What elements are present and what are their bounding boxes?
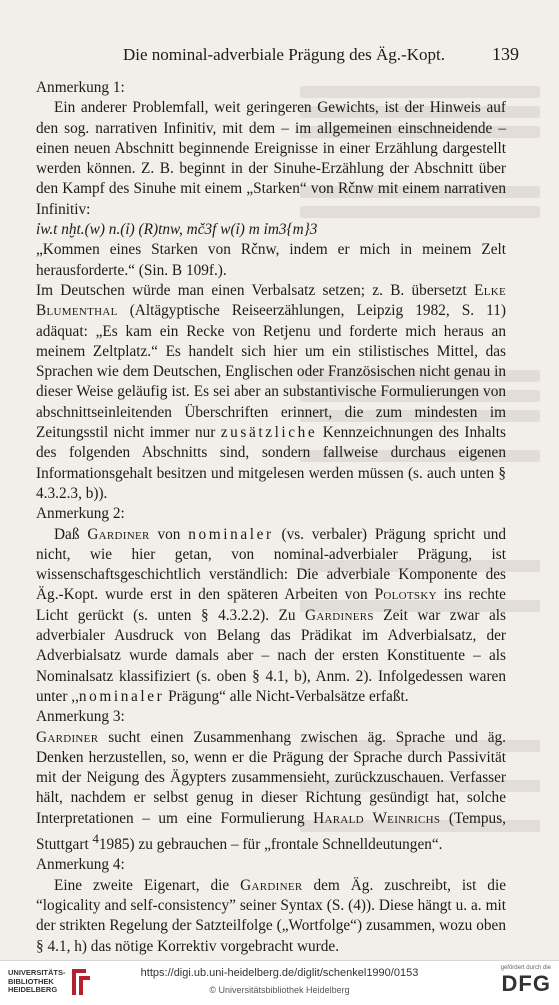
note-heading: Anmerkung 3: [36, 708, 125, 726]
transliteration: ỉw.t nḫt.(w) n.(ỉ) (R)tnw, mč3f w(ỉ) m ỉm3{m}3 [36, 221, 318, 239]
note-heading: Anmerkung 4: [36, 856, 125, 874]
author-name: Gardiner [36, 728, 99, 746]
paragraph: Daß Gardiner von nominaler (vs. verbaler) Prägung spricht und nicht, wie hier getan, von nominal-adverbialer Prägung, ist wissenschaftsgeschichtlich verständlich: Die adverbiale Komponente des Äg.-Kopt. wurde erst in den späteren Arbeiten von Polotsky ins rechte Licht gerückt (s. unten § 4.3.2.2). Zu Gardiners Zeit war zwar als adverbialer Ausdruck von Belang das Prädikat im Adverbialsatz, der Adverbialsatz wurde damals aber – nach der ersten Konstituente – als Nominalsatz klassifiziert (s. oben § 4.1, b), Anm. 2). Infolgedessen waren unter ,,nominaler Prägung“ alle Nicht-Verbalsätze erfaßt. [36, 525, 507, 705]
running-header [36, 44, 519, 66]
body-text [36, 78, 506, 957]
paragraph: „Kommen eines Starken von Rčnw, indem er mich in meinem Zelt herausforderte.“ (Sin. B 109f.). [36, 241, 506, 279]
permalink[interactable]: https://digi.ub.uni-heidelberg.de/diglit/schenkel1990/0153 [140, 967, 419, 979]
paragraph: Ein anderer Problemfall, weit geringeren Gewichts, ist der Hinweis auf den sog. narrativen Infinitiv, mit dem – im allgemeinen einschneidende – einen neuen Abschnitt beginnende Ereignisse in einer Erzählung dargestellt werden können. Z. B. beginnt in der Sinuhe-Erzählung der Abschnitt über den Kampf des Sinuhe mit einem „Starken“ von Rčnw mit einem narrativen Infinitiv: [36, 99, 506, 218]
paragraph: Im Deutschen würde man einen Verbalsatz setzen; z. B. übersetzt Elke Blumenthal (Altägyptische Reiseerzählungen, Leipzig 1982, S. 11) adäquat: „Es kam ein Recke von Retjenu und forderte mich heraus an meinem Zeltplatz.“ Es handelt sich hier um ein stilistisches Mittel, das Sprachen wie dem Deutschen, Englischen oder Französischen nicht genau in dieser Weise geläufig ist. Es sei aber an substantivische Formulierungen von abschnittseinleitenden Überschriften erinnert, die zum mindesten im Zeitungsstil nicht immer nur zusätzliche Kennzeichnungen des Inhalts des folgenden Abschnitts sind, sondern fallweise durchaus eigenen Informationsgehalt besitzen und mitgelesen werden müssen (s. auch unten § 4.3.2.3, b)). [36, 281, 506, 502]
emphasis: nominaler [188, 525, 274, 543]
emphasis: zusätzliche [220, 424, 318, 442]
author-name: Gardiner [240, 876, 303, 894]
author-name: Gardiners [305, 606, 374, 624]
paragraph: Gardiner sucht einen Zusammenhang zwischen äg. Sprache und äg. Denken herzustellen, so, wenn er die Prägung der Sprache durch Passivität mit der Neigung des Ägypters zusammensieht, zurückzuschauen. Verfasser hält, nachdem er selbst genug in dieser Richtung gesündigt hat, solche Interpretationen – um eine Formulierung Harald Weinrichs (Tempus, Stuttgart $^4$1985) zu gebrauchen – für „frontale Schnelldeutungen“. [36, 728, 506, 854]
author-name: Elke Blumenthal [36, 281, 506, 320]
note-heading: Anmerkung 1: [36, 79, 125, 96]
emphasis: nominaler [78, 687, 165, 705]
author-name: Gardiner [87, 525, 150, 543]
dfg-logo[interactable]: gefördert durch die DFG [500, 965, 551, 996]
running-title: Die nominal-adverbiale Prägung des Äg.-Kopt. [123, 45, 445, 64]
copyright-notice: © Universitätsbibliothek Heidelberg [209, 985, 350, 995]
note-heading: Anmerkung 2: [36, 505, 125, 523]
university-library-logo[interactable]: UNIVERSITÄTS- BIBLIOTHEK HEIDELBERG [8, 969, 90, 995]
page-number: 139 [492, 44, 519, 64]
paragraph: Eine zweite Eigenart, die Gardiner dem Äg. zuschreibt, ist die “logicality and self-consistency” seiner Syntax (S. (4)). Diese hängt u. a. mit der strikten Regelung der Satzteilfolge („Wortfolge“) zusammen, wozu oben § 4.1, h) das nötige Korrektiv vorgebracht wurde. [36, 876, 506, 955]
viewer-footer [0, 960, 559, 1005]
author-name: Harald Weinrichs [313, 809, 441, 827]
author-name: Polotsky [374, 586, 437, 604]
